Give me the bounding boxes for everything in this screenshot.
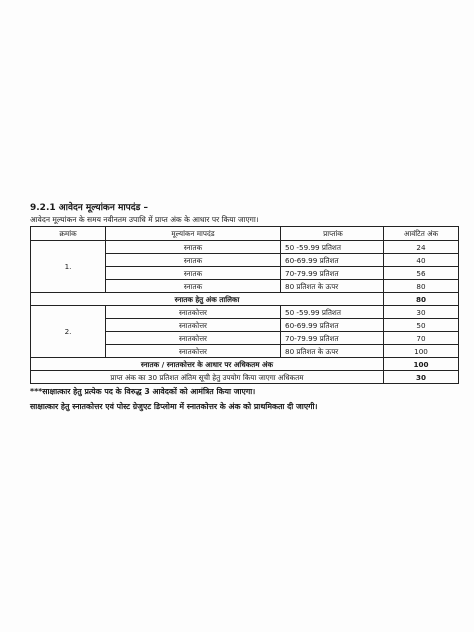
marks-cell: 70 [384,332,459,345]
degree-cell: स्नातक [106,241,281,254]
header-criteria: मूल्यांकन मापदंड [106,227,281,241]
priority-note: साक्षात्कार हेतु स्नातकोत्तर एवं पोस्ट ग्रेजुएट डिप्लोमा में स्नातकोत्तर के अंक को प्राथमिकता दी जाएगी। [30,402,318,411]
degree-cell: स्नातक [106,280,281,293]
header-obtained: प्राप्तांक [281,227,384,241]
final-marks: 30 [384,371,459,384]
table-header-row [31,227,459,241]
section-heading: 9.2.1 आवेदन मूल्यांकन मापदंड – [30,203,149,213]
degree-cell: स्नातकोत्तर [106,332,281,345]
interview-note: ***साक्षात्कार हेतु प्रत्येक पद के विरुद्ध 3 आवेदकों को आमंत्रित किया जाएगा। [30,387,256,396]
range-cell: 70-79.99 प्रतिशत [281,332,384,345]
degree-cell: स्नातकोत्तर [106,345,281,358]
table-row [31,241,459,254]
range-cell: 70-79.99 प्रतिशत [281,267,384,280]
degree-cell: स्नातकोत्तर [106,319,281,332]
table-subtotal-row [31,358,459,371]
subtotal-label: स्नातक हेतु अंक तालिका [31,293,384,306]
subtotal-marks: 80 [384,293,459,306]
table-final-row [31,371,459,384]
subtotal-marks: 100 [384,358,459,371]
header-allotted: आवंटित अंक [384,227,459,241]
degree-cell: स्नातक [106,267,281,280]
range-cell: 60-69.99 प्रतिशत [281,254,384,267]
range-cell: 50 -59.99 प्रतिशत [281,306,384,319]
table-subtotal-row [31,293,459,306]
final-label: प्राप्त अंक का 30 प्रतिशत अंतिम सूची हेतु उपयोग किया जाएगा अधिकतम [31,371,384,384]
table-row [31,306,459,319]
marks-cell: 40 [384,254,459,267]
marks-cell: 50 [384,319,459,332]
range-cell: 80 प्रतिशत के ऊपर [281,280,384,293]
serial-cell: 1. [31,241,106,293]
marks-cell: 30 [384,306,459,319]
document-section [28,200,448,412]
marks-cell: 100 [384,345,459,358]
degree-cell: स्नातक [106,254,281,267]
marks-cell: 24 [384,241,459,254]
section-intro: आवेदन मूल्यांकन के समय नवीनतम उपाधि में प्राप्त अंक के आधार पर किया जाएगा। [30,215,259,224]
range-cell: 60-69.99 प्रतिशत [281,319,384,332]
range-cell: 50 -59.99 प्रतिशत [281,241,384,254]
marks-cell: 80 [384,280,459,293]
subtotal-label: स्नातक / स्नातकोत्तर के आधार पर अधिकतम अंक [31,358,384,371]
header-serial: क्रमांक [31,227,106,241]
evaluation-criteria-table [30,226,459,384]
marks-cell: 56 [384,267,459,280]
degree-cell: स्नातकोत्तर [106,306,281,319]
serial-cell: 2. [31,306,106,358]
range-cell: 80 प्रतिशत के ऊपर [281,345,384,358]
